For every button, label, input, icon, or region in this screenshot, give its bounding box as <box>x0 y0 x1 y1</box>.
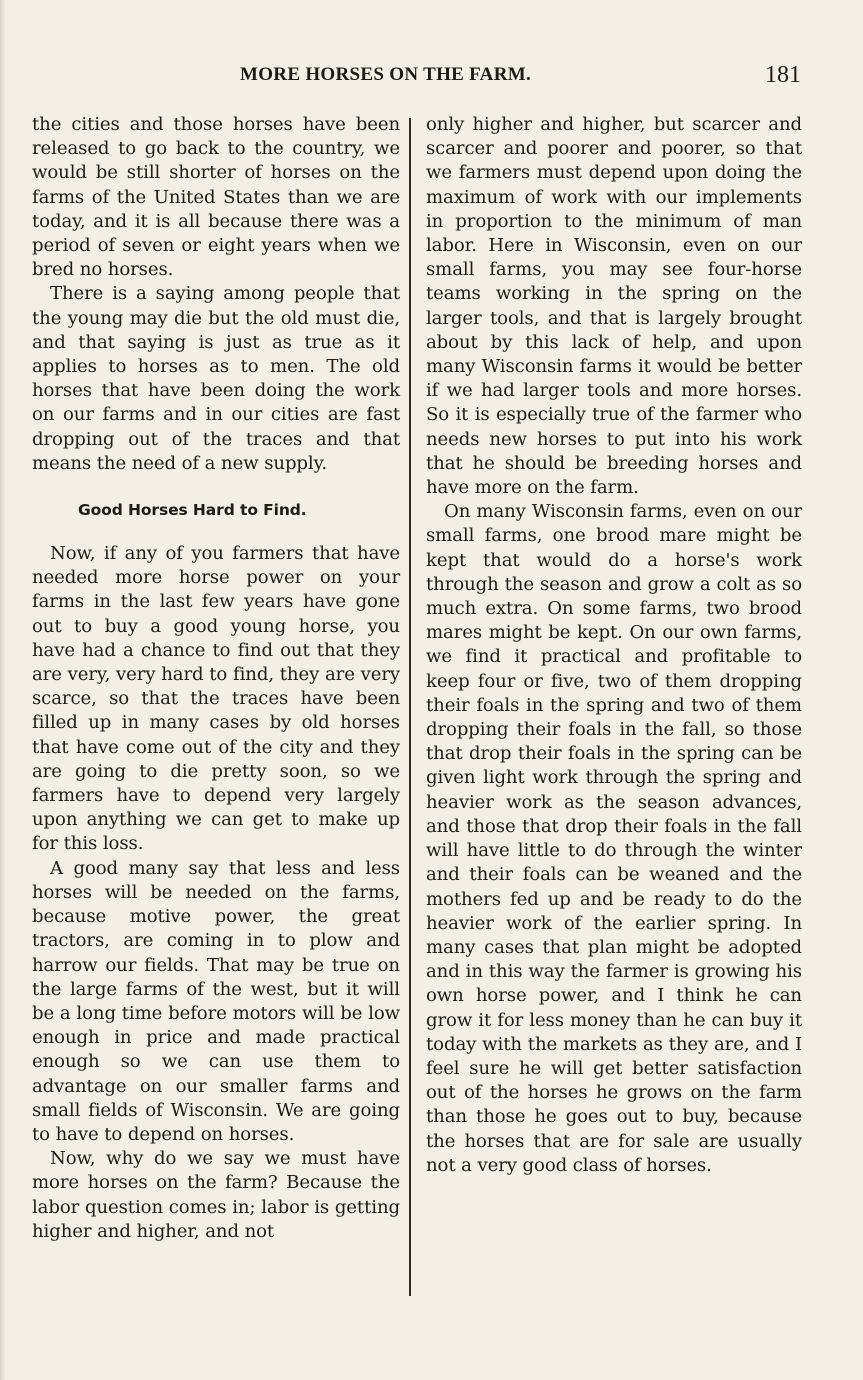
left-column <box>32 113 400 1244</box>
running-head <box>0 60 863 94</box>
left-paragraph-4: A good many say that less and less horses will be needed on the farms, because motive power, the great tractors, are coming in to plow and harrow our fields. That may be true on the large farms of the west, but it will be a long time before motors will be low enough in price and made practical enough so we can use them to advantage on our smaller farms and small fields of Wisconsin. We are going to have to depend on horses. <box>32 857 400 1145</box>
running-title: MORE HORSES ON THE FARM. <box>240 64 531 85</box>
left-paragraph-1: the cities and those horses have been released to go back to the country, we would be still shorter of horses on the farms of the United States than we are today, and it is all because there was a period of seven or eight years when we bred no horses. <box>32 114 400 281</box>
left-paragraph-3: Now, if any of you farmers that have needed more horse power on your farms in the last few years have gone out to buy a good young horse, you have had a chance to find out that they are very, very hard to find, they are very scarce, so that the traces have been filled up in many cases by old horses that have come out of the city and they are going to die pretty soon, so we farmers have to depend very largely upon anything we can get to make up for this loss. <box>32 543 400 855</box>
section-subheading: Good Horses Hard to Find. <box>78 501 307 520</box>
page-edge-shadow <box>0 0 6 1380</box>
right-column <box>426 113 802 1178</box>
right-paragraph-2: On many Wisconsin farms, even on our small farms, one brood mare might be kept that would do a horse's work through the season and grow a colt as so much extra. On some farms, two brood mares might be kept. On our own farms, we find it practical and profitable to keep four or five, two of them dropping their foals in the spring and two of them dropping their foals in the fall, so those that drop their foals in the spring can be given light work through the spring and heavier work as the season advances, and those that drop their foals in the fall will have little to do through the winter and their foals can be weaned and the mothers fed up and be ready to do the heavier work of the earlier spring. In many cases that plan might be adopted and in this way the farmer is growing his own horse power, and I think he can grow it for less money than he can buy it today with the markets as they are, and I feel sure he will get better satisfaction out of the horses he grows on the farm than those he goes out to buy, because the horses that are for sale are usually not a very good class of horses. <box>426 501 802 1176</box>
right-paragraph-1: only higher and higher, but scarcer and scarcer and poorer and poorer, so that we farmers must depend upon doing the maximum of work with our implements in proportion to the minimum of man labor. Here in Wisconsin, even on our small farms, you may see four-horse teams working in the spring on the larger tools, and that is largely brought about by this lack of help, and upon many Wisconsin farms it would be better if we had larger tools and more horses. So it is especially true of the farmer who needs new horses to put into his work that he should be breeding horses and have more on the farm. <box>426 114 802 499</box>
column-divider <box>409 118 411 1296</box>
page-number: 181 <box>765 62 801 88</box>
left-paragraph-5: Now, why do we say we must have more horses on the farm? Because the labor question comes in; labor is getting higher and higher, and not <box>32 1148 400 1242</box>
left-paragraph-2: There is a saying among people that the young may die but the old must die, and that saying is just as true as it applies to horses as to men. The old horses that have been doing the work on our farms and in our cities are fast dropping out of the traces and that means the need of a new supply. <box>32 283 400 474</box>
